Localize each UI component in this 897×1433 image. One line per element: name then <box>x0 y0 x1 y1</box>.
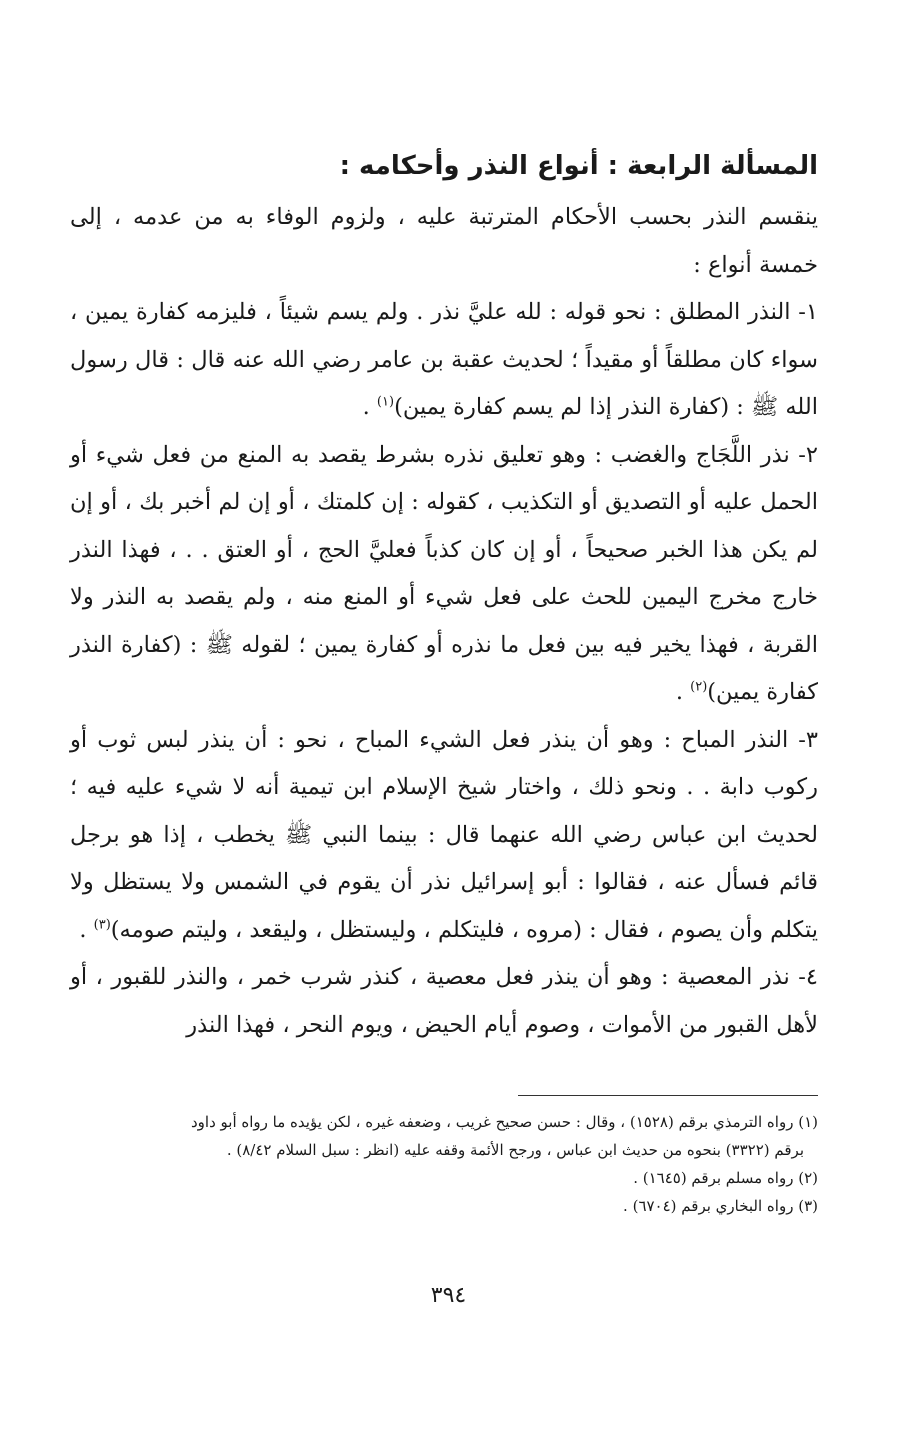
paragraph-2-end: . <box>675 679 691 705</box>
footnote-3-line1: (٣) رواه البخاري برقم (٦٧٠٤) . <box>623 1197 818 1215</box>
main-text <box>70 194 818 1049</box>
paragraph-3 <box>70 717 818 955</box>
page-number: ٣٩٤ <box>430 1283 467 1308</box>
paragraph-3-end: . <box>79 916 94 943</box>
footnote-2-line1: (٢) رواه مسلم برقم (١٦٤٥) . <box>633 1169 818 1187</box>
paragraph-3-text: ٣- النذر المباح : وهو أن ينذر فعل الشيء المباح ، نحو : أن ينذر لبس ثوب أو ركوب دابة . . ونحو ذلك ، واختار شيخ الإسلام ابن تيمية أنه لا شيء عليه فيه ؛ لحديث ابن عباس رضي الله عنهما قال : بينما النبي ﷺ يخطب ، إذا هو برجل قائم فسأل عنه ، فقالوا : أبو إسرائيل نذر أن يقوم في الشمس ولا يستظل ولا يتكلم وأن يصوم ، فقال : (مروه ، فليتكلم ، وليستظل ، وليقعد ، وليتم صومه) <box>70 726 818 943</box>
footnote-3 <box>70 1192 818 1220</box>
paragraph-1 <box>70 289 818 432</box>
paragraph-2-text: ٢- نذر اللَّجَاج والغضب : وهو تعليق نذره بشرط يقصد به المنع من فعل شيء أو الحمل عليه أو التصديق أو التكذيب ، كقوله : إن كلمتك ، أو إن لم أخبر بك ، أو إن لم يكن هذا الخبر صحيحاً ، أو إن كان كذباً فعليَّ الحج ، أو العتق . . ، فهذا النذر خارج مخرج اليمين للحث على فعل شيء أو المنع منه ، ولم يقصد به النذر ولا القربة ، فهذا يخير فيه بين فعل ما نذره أو كفارة يمين ؛ لقوله ﷺ : (كفارة النذر كفارة يمين) <box>70 441 818 705</box>
footnote-1 <box>70 1108 818 1136</box>
footnote-1-line2: برقم (٣٣٢٢) بنحوه من حديث ابن عباس ، ورجح الأئمة وقفه عليه (انظر : سبل السلام ٨/٤٢) . <box>226 1141 804 1159</box>
footnote-2 <box>70 1164 818 1192</box>
footnote-ref-1: (١) <box>376 394 395 410</box>
footnote-ref-2: (٢) <box>690 679 708 695</box>
paragraph-2 <box>70 432 818 717</box>
footnote-ref-3: (٣) <box>93 917 111 932</box>
footnote-1-line1: (١) رواه الترمذي برقم (١٥٢٨) ، وقال : حسن صحيح غريب ، وضعفه غيره ، لكن يؤيده ما رواه أبو داود <box>190 1113 818 1131</box>
intro-paragraph: ينقسم النذر بحسب الأحكام المترتبة عليه ، ولزوم الوفاء به من عدمه ، إلى خمسة أنواع : <box>70 204 818 278</box>
paragraph-1-text: ١- النذر المطلق : نحو قوله : لله عليَّ نذر . ولم يسم شيئاً ، فليزمه كفارة يمين ، سواء كان مطلقاً أو مقيداً ؛ لحديث عقبة بن عامر رضي الله عنه قال : قال رسول الله ﷺ : (كفارة النذر إذا لم يسم كفارة يمين) <box>70 299 818 420</box>
footnote-1-continued <box>70 1136 818 1164</box>
footnotes-section <box>70 1095 818 1220</box>
paragraph-1-end: . <box>362 394 377 420</box>
paragraph-4-text: ٤- نذر المعصية : وهو أن ينذر فعل معصية ، كنذر شرب خمر ، والنذر للقبور ، أو لأهل القبور من الأموات ، وصوم أيام الحيض ، ويوم النحر ، فهذا النذر <box>70 964 818 1038</box>
page-body <box>70 140 818 1049</box>
paragraph-4 <box>70 954 818 1049</box>
section-heading: المسألة الرابعة : أنواع النذر وأحكامه : <box>339 151 818 181</box>
footnote-divider <box>518 1095 818 1096</box>
